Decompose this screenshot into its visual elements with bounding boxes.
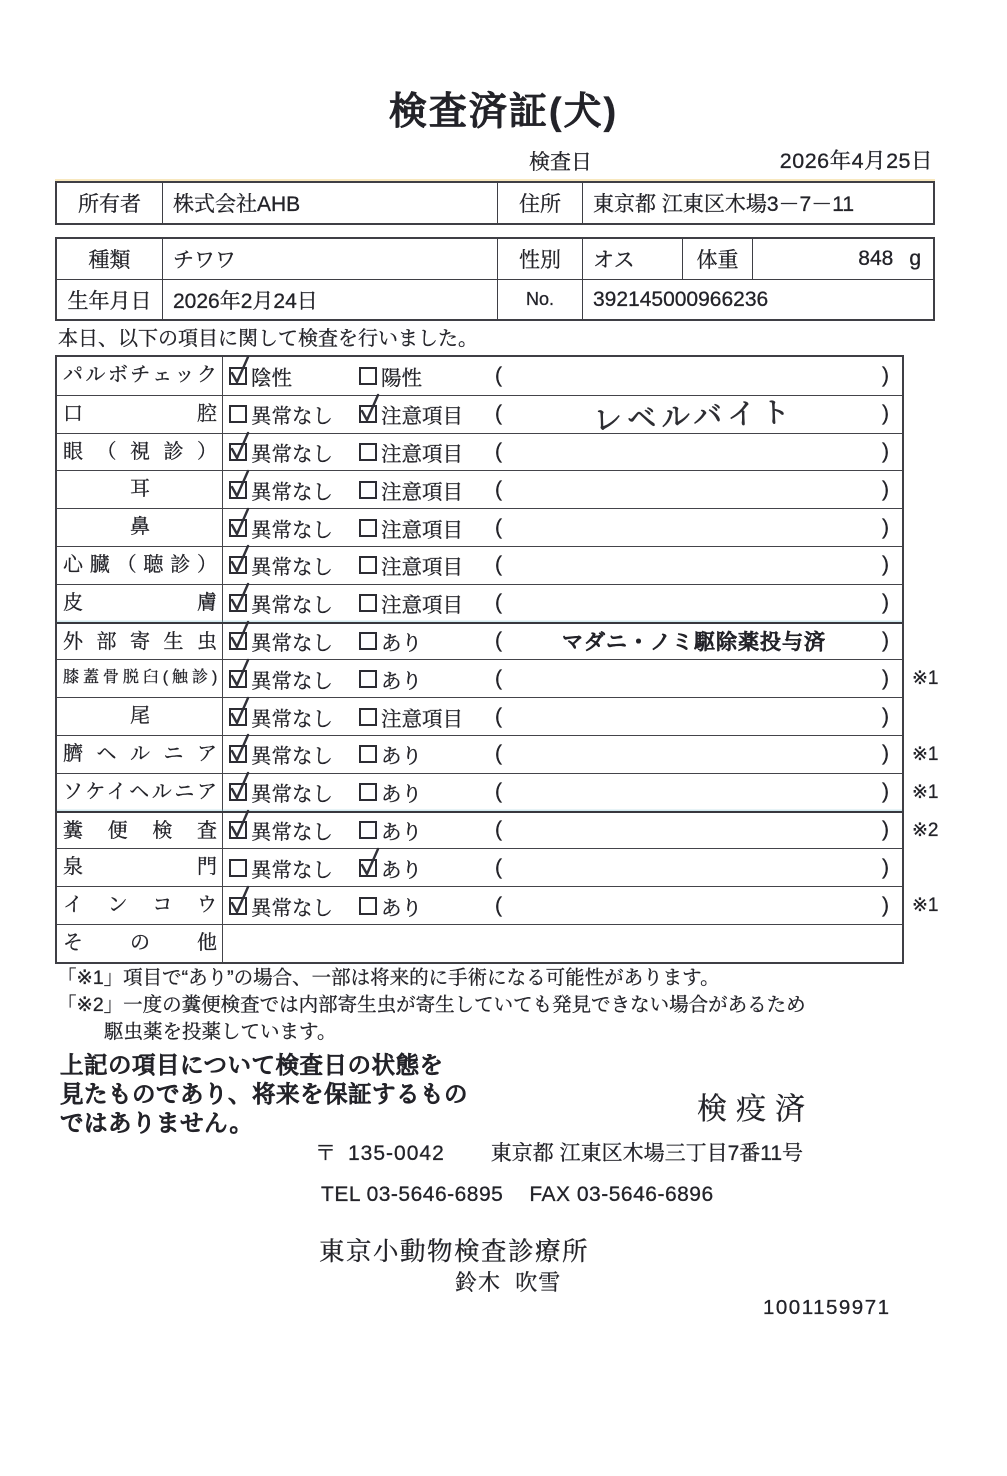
sex-value: オス [582,239,682,279]
exam-option [359,396,463,433]
exam-option [359,887,422,924]
footnote-reference: ※1 [912,668,939,690]
checkbox-unchecked [359,481,377,499]
checkbox-unchecked [359,632,377,650]
checkbox-unchecked [359,783,377,801]
checkbox-unchecked [359,367,377,385]
weight-label: 体重 [682,239,752,279]
open-paren: ( [495,515,502,539]
exam-option [229,434,333,471]
checkbox-unchecked [359,897,377,915]
exam-item-label: 膝蓋骨脱臼(触診) [57,660,223,697]
veterinarian-name: 鈴木 吹雪 [455,1270,562,1295]
breed-value: チワワ [162,239,497,279]
tel-number: TEL 03-5646-6895 [321,1183,504,1206]
checkbox-checked [229,708,247,726]
exam-option-label: 異常なし [251,405,333,429]
fax-number: FAX 03-5646-6896 [529,1183,714,1206]
checkbox-unchecked [359,556,377,574]
open-paren: ( [495,855,502,879]
checkbox-checked [229,632,247,650]
pet-table [55,237,935,321]
exam-option [359,660,422,697]
close-paren: ) [882,780,889,804]
handwritten-check-mark [226,769,252,803]
exam-item-content [223,736,902,773]
exam-option-label: 注意項目 [381,518,463,542]
open-paren: ( [495,780,502,804]
exam-item-content [223,849,902,886]
exam-option-label: 異常なし [251,480,333,504]
exam-option-label: あり [381,632,422,656]
exam-option [229,396,333,433]
exam-item-label: ソケイヘルニア [57,774,223,811]
clinic-postal-address [315,1137,803,1167]
printed-note: マダニ・ノミ駆除薬投与済 [562,631,826,655]
exam-item-label: 皮膚 [57,585,223,622]
open-paren: ( [495,402,502,426]
checkbox-checked [229,821,247,839]
exam-table-row [57,773,939,811]
clinic-name: 東京小動物検査診療所 [319,1238,590,1266]
close-paren: ) [882,515,889,539]
exam-option-label: 異常なし [251,821,333,845]
exam-option-label: 陰性 [251,366,292,390]
checkbox-unchecked [359,745,377,763]
exam-table-row [57,924,902,962]
exam-item-label: 鼻 [57,509,223,546]
exam-table-row [57,584,902,622]
exam-table-row [57,470,902,508]
checkbox-unchecked [359,708,377,726]
checkbox-unchecked [359,519,377,537]
checkbox-unchecked [229,859,247,877]
checkbox-unchecked [359,821,377,839]
exam-item-content [223,547,902,584]
handwritten-check-mark [226,467,252,501]
exam-item-label: 耳 [57,471,223,508]
exam-table-row [57,886,939,924]
owner-label: 所有者 [78,193,141,216]
exam-option-label: あり [381,821,422,845]
exam-option [229,624,333,660]
checkbox-checked [359,405,377,423]
exam-table-row [57,622,902,660]
open-paren: ( [495,818,502,842]
open-paren: ( [495,363,502,387]
exam-option [229,585,333,622]
exam-table-row [57,735,939,773]
exam-option [359,357,422,395]
exam-item-label: 尾 [57,698,223,735]
handwritten-check-mark [226,429,252,463]
exam-table-row [57,811,939,849]
exam-option-label: あり [381,669,422,693]
exam-item-label: 口腔 [57,396,223,433]
exam-option-label: 異常なし [251,707,333,731]
exam-option [359,813,422,849]
owner-table [55,181,935,225]
exam-item-content [223,887,902,924]
exam-option-label: あり [381,896,422,920]
exam-option [229,698,333,735]
exam-option [229,887,333,924]
exam-option-label: あり [381,745,422,769]
close-paren: ) [882,893,889,917]
exam-option [359,434,463,471]
exam-date-label: 検査日 [529,151,592,174]
exam-option-label: 異常なし [251,632,333,656]
sex-label: 性別 [497,239,582,279]
close-paren: ) [882,553,889,577]
exam-option [359,624,422,660]
exam-table-row [57,508,902,546]
exam-item-content [223,396,902,438]
weight-cell [752,239,933,279]
exam-option-label: 異常なし [251,745,333,769]
exam-item-content [223,698,902,735]
open-paren: ( [495,439,502,463]
handwritten-check-mark [226,542,252,576]
checkbox-unchecked [359,594,377,612]
open-paren: ( [495,666,502,690]
exam-item-label: その他 [57,925,223,962]
disclaimer-statement [60,1051,468,1137]
pet-table-row-1 [57,239,933,279]
exam-option [229,509,333,546]
exam-item-content [223,434,902,471]
postal-mark: 〒 [315,1142,336,1165]
footnote-2: 「※2」一度の糞便検査では内部寄生虫が寄生していても発見できない場合があるため [57,993,806,1016]
exam-option-label: 陽性 [381,366,422,390]
close-paren: ) [882,363,889,387]
checkbox-checked [229,481,247,499]
exam-item-content [223,813,902,849]
clinic-phone-line [321,1183,714,1207]
handwritten-check-mark [356,845,382,879]
exam-option [229,774,333,811]
exam-date-value: 2026年4月25日 [779,149,933,173]
handwritten-check-mark [226,580,252,614]
handwritten-check-mark [226,883,252,917]
handwritten-check-mark [226,731,252,765]
checkbox-checked [229,783,247,801]
handwritten-note: レベルバイト [592,396,796,438]
exam-option [359,585,463,622]
exam-option [229,357,292,395]
exam-option-label: 異常なし [251,858,333,882]
exam-table-row [57,848,902,886]
exam-option-label: 注意項目 [381,405,463,429]
exam-item-content [223,660,902,697]
handwritten-check-mark [226,694,252,728]
handwritten-check-mark [226,618,252,652]
handwritten-check-mark [356,391,382,425]
checkbox-checked [229,594,247,612]
footnote-reference: ※1 [912,743,939,765]
open-paren: ( [495,742,502,766]
footnote-reference: ※2 [912,819,939,841]
checkbox-checked [229,745,247,763]
checkbox-unchecked [359,670,377,688]
handwritten-check-mark [226,656,252,690]
exam-item-label: 心臓（聴診） [57,547,223,584]
intro-sentence: 本日、以下の項目に関して検査を行いました。 [58,328,478,350]
open-paren: ( [495,477,502,501]
pet-table-row-2 [57,279,933,319]
exam-option [359,698,463,735]
checkbox-checked [229,670,247,688]
footnote-2-continued: 駆虫薬を投薬しています。 [104,1020,337,1043]
exam-option [229,471,333,508]
exam-option-label: 異常なし [251,669,333,693]
checkbox-checked [229,367,247,385]
serial-number: 1001159971 [763,1296,891,1319]
exam-item-content [223,509,902,546]
footnote-1: 「※1」項目で“あり”の場合、一部は将来的に手術になる可能性があります。 [57,967,720,989]
checkbox-checked [229,519,247,537]
exam-option [229,736,333,773]
birthdate-value: 2026年2月24日 [162,280,497,319]
checkbox-unchecked [359,443,377,461]
close-paren: ) [882,704,889,728]
exam-option-label: 異常なし [251,556,333,580]
exam-option [359,736,422,773]
exam-item-content [223,774,902,811]
exam-table-row [57,697,902,735]
exam-item-content [223,471,902,508]
checkbox-checked [359,859,377,877]
owner-value: 株式会社AHB [162,183,497,223]
open-paren: ( [495,629,502,653]
exam-item-label: 糞便検査 [57,813,223,849]
exam-option-label: 異常なし [251,896,333,920]
owner-address-label: 住所 [497,183,582,223]
checkbox-checked [229,443,247,461]
close-paren: ) [882,818,889,842]
exam-item-content [223,357,902,395]
open-paren: ( [495,893,502,917]
exam-item-label: 臍ヘルニア [57,736,223,773]
weight-unit: g [909,247,921,270]
exam-option [229,849,333,886]
exam-option-label: 注意項目 [381,707,463,731]
exam-option [359,471,463,508]
exam-option [359,774,422,811]
exam-option-label: 異常なし [251,518,333,542]
disclaimer-line-1: 上記の項目について検査日の状態を [60,1052,444,1078]
exam-option [359,849,422,886]
exam-option-label: 異常なし [251,442,333,466]
exam-option-label: あり [381,858,422,882]
exam-option [229,547,333,584]
close-paren: ) [882,629,889,653]
footnote-reference: ※1 [912,781,939,803]
exam-option [229,660,333,697]
exam-item-content [223,585,902,622]
birthdate-label: 生年月日 [67,289,152,313]
exam-option-label: 注意項目 [381,556,463,580]
checkbox-checked [229,556,247,574]
quarantine-stamp: 検疫済 [697,1093,814,1126]
exam-table-row [57,357,902,395]
exam-item-label: 眼（視診） [57,434,223,471]
exam-item-content [223,925,902,962]
open-paren: ( [495,553,502,577]
exam-table-row [57,546,902,584]
open-paren: ( [495,591,502,615]
close-paren: ) [882,402,889,426]
exam-option-label: 注意項目 [381,480,463,504]
exam-table-row [57,433,902,471]
exam-option [359,547,463,584]
exam-item-label: 泉門 [57,849,223,886]
handwritten-check-mark [226,353,252,387]
disclaimer-line-3: ではありません。 [60,1109,254,1136]
handwritten-check-mark [226,807,252,841]
exam-table-row [57,395,902,438]
page-title: 検査済証(犬) [388,91,619,133]
close-paren: ) [882,742,889,766]
footnote-reference: ※1 [912,895,939,917]
clinic-address: 東京都 江東区木場三丁目7番11号 [490,1142,804,1165]
owner-address-value: 東京都 江東区木場3－7－11 [582,183,933,223]
checkbox-checked [229,897,247,915]
weight-value: 848 [858,247,894,270]
checkbox-unchecked [229,405,247,423]
postal-code: 135-0042 [348,1142,445,1165]
exam-item-content [223,624,902,660]
exam-option-label: 異常なし [251,594,333,618]
handwritten-check-mark [226,505,252,539]
id-number-label: No. [497,280,582,319]
close-paren: ) [882,477,889,501]
exam-table-row [57,659,939,697]
id-number-value: 392145000966236 [582,280,933,319]
close-paren: ) [882,666,889,690]
open-paren: ( [495,704,502,728]
exam-option [359,509,463,546]
exam-option-label: 異常なし [251,783,333,807]
close-paren: ) [882,591,889,615]
exam-option [229,813,333,849]
footnotes [57,965,806,1045]
exam-item-label: パルボチェック [57,357,223,395]
exam-option-label: 注意項目 [381,442,463,466]
exam-table [55,355,939,964]
exam-option-label: あり [381,783,422,807]
breed-label: 種類 [88,249,131,272]
close-paren: ) [882,855,889,879]
exam-item-label: インコウ [57,887,223,924]
disclaimer-line-2: 見たものであり、将来を保証するもの [60,1080,468,1107]
close-paren: ) [882,439,889,463]
exam-item-label: 外部寄生虫 [57,624,223,660]
exam-option-label: 注意項目 [381,594,463,618]
